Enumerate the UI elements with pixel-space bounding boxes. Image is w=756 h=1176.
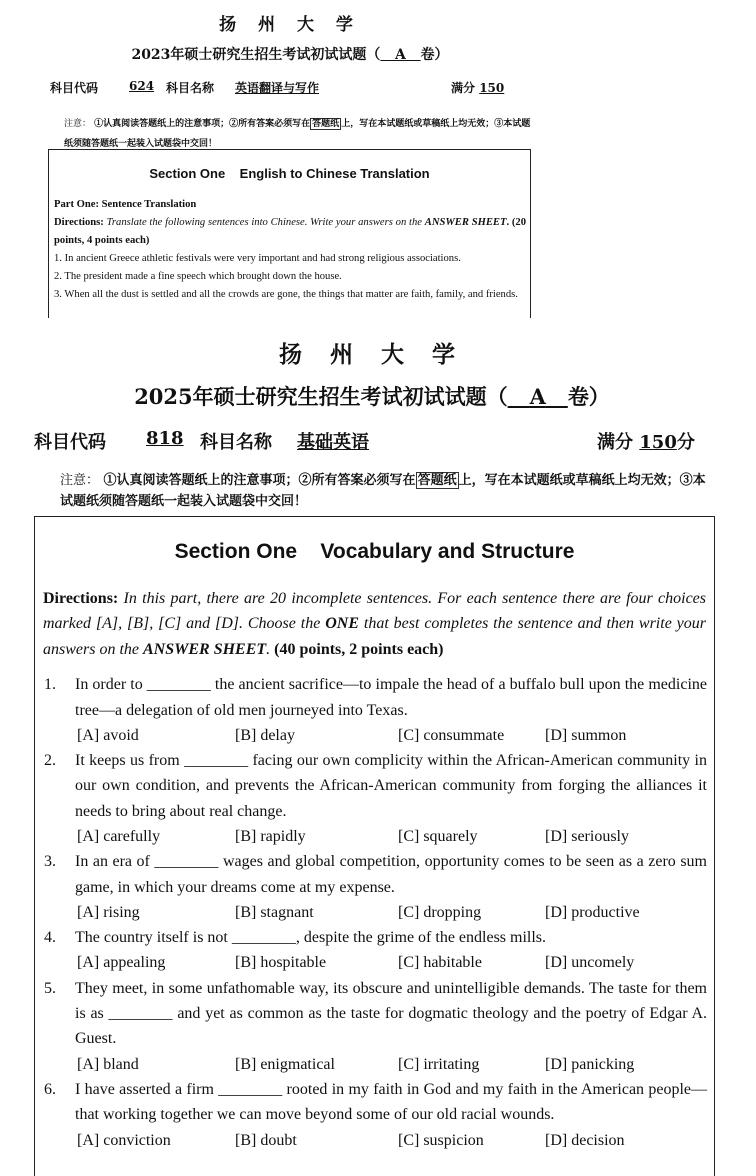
question-text: In an era of ________ wages and global competition, opportunity comes to be seen as a zero sum game, in which your dreams come at my expense. — [75, 853, 707, 896]
answer-options — [35, 723, 714, 748]
answer-option: [A] avoid — [77, 726, 139, 744]
question-text: It keeps us from ________ facing our own complicity within the African-American community in our own condition, and prevents the African-American community from forging the alliances it needs to bring about real change. — [75, 752, 707, 820]
directions-text: that best completes the sentence and then write your answers on the — [43, 615, 707, 658]
answer-option: [A] conviction — [77, 1131, 171, 1149]
answer-option: [B] enigmatical — [235, 1055, 335, 1073]
full-score-unit: 分 — [676, 432, 695, 453]
notice-label: 注意： — [64, 119, 92, 129]
full-score-label: 满分 — [597, 432, 633, 453]
subject-code-label: 科目代码 — [50, 81, 99, 95]
answer-option: [D] seriously — [545, 828, 629, 845]
answer-options — [35, 1128, 714, 1153]
paper-version — [380, 47, 420, 63]
notice — [64, 114, 534, 154]
question-number: 3. — [44, 853, 56, 871]
full-score-value: 150 — [639, 432, 677, 453]
exam-title — [0, 44, 580, 64]
paper-version-letter: A — [395, 47, 406, 63]
answer-option: [B] delay — [235, 726, 295, 744]
notice — [60, 470, 710, 512]
answer-option: [C] consummate — [398, 726, 505, 744]
answer-option: [B] rapidly — [235, 828, 306, 845]
question-list — [35, 672, 714, 1153]
question — [35, 1077, 714, 1128]
answer-options — [35, 950, 714, 975]
question — [35, 976, 714, 1052]
answer-option: [C] suspicion — [398, 1131, 484, 1149]
answer-option: [D] decision — [545, 1131, 625, 1149]
paper-suffix: 卷） — [567, 384, 610, 409]
question-number: 1. — [44, 676, 56, 694]
answer-option: [C] habitable — [398, 954, 482, 972]
answer-option: [A] carefully — [77, 828, 161, 845]
full-score — [451, 79, 504, 96]
university-name: 扬 州 大 学 — [278, 341, 466, 368]
subject-code: 818 — [146, 428, 184, 449]
exam-title-text: 年硕士研究生招生考试初试试题（ — [192, 384, 508, 409]
answer-option: [D] panicking — [545, 1055, 635, 1073]
question — [35, 672, 714, 723]
paper-version-letter: A — [529, 384, 546, 409]
directions-points: (40 points, 2 points each) — [270, 640, 444, 658]
directions-label: Directions: — [54, 217, 104, 228]
question-number: 2. — [44, 752, 56, 770]
part-title: Part One: Sentence Translation — [54, 199, 197, 210]
question-box — [34, 516, 715, 1176]
question-number: 5. — [44, 979, 56, 997]
subject-code: 624 — [129, 79, 155, 93]
sentence: 3. When all the dust is settled and all the crowds are gone, the things that matter are faith, family, and friends. — [54, 289, 518, 300]
question — [35, 849, 714, 900]
section-heading: Section One English to Chinese Translation — [149, 166, 430, 181]
question-text: They meet, in some unfathomable way, its obscure and unintelligible demands. The taste for them is as ________ and yet as common as the taste for dogmatic theology and the poetry of Edgar A. Guest. — [75, 979, 707, 1048]
subject-name-label: 科目名称 — [200, 432, 272, 453]
directions-text: Translate the following sentences into Chinese. Write your answers on the — [103, 217, 425, 228]
notice-boxed: 答题纸 — [417, 473, 457, 488]
exam-year: 2025 — [134, 384, 193, 409]
full-score-value: 150 — [479, 81, 505, 95]
university-name: 扬 州 大 学 — [219, 15, 361, 35]
answer-option: [B] doubt — [235, 1131, 297, 1149]
subject-name-label: 科目名称 — [166, 81, 215, 95]
paper-version — [508, 384, 568, 409]
directions-emph-sheet: ANSWER SHEET — [143, 640, 267, 658]
answer-options — [35, 1052, 714, 1077]
answer-option: [C] irritating — [398, 1055, 480, 1073]
directions-emph: ANSWER SHEET — [424, 217, 507, 228]
notice-text-1: ①认真阅读答题纸上的注意事项；②所有答案必须写在 — [94, 119, 311, 129]
answer-option: [A] rising — [77, 903, 140, 921]
exam-year: 2023 — [131, 47, 171, 63]
full-score-label: 满分 — [451, 81, 476, 95]
question-box — [48, 149, 531, 329]
exam-title — [0, 381, 744, 411]
subject-code-label: 科目代码 — [34, 432, 106, 453]
question-text: The country itself is not ________, despite the grime of the endless mills. — [75, 929, 547, 947]
answer-option: [D] productive — [545, 903, 640, 921]
answer-option: [C] dropping — [398, 903, 482, 921]
answer-option: [D] uncomely — [545, 954, 635, 972]
answer-option: [B] hospitable — [235, 954, 327, 972]
directions — [49, 214, 530, 250]
subject-name: 英语翻译与写作 — [235, 81, 320, 95]
subject-name: 基础英语 — [297, 432, 369, 453]
answer-option: [A] bland — [77, 1055, 139, 1073]
notice-text-1: ①认真阅读答题纸上的注意事项；②所有答案必须写在 — [103, 473, 416, 488]
question-number: 6. — [44, 1080, 56, 1098]
paper-suffix: 卷） — [420, 47, 449, 63]
question-text: I have asserted a firm ________ rooted in my faith in God and my faith in the American people—that working together we can move beyond some of our old racial wounds. — [75, 1080, 707, 1124]
directions-text: . — [266, 640, 271, 658]
section-heading: Section One Vocabulary and Structure — [174, 540, 575, 563]
answer-option: [B] stagnant — [235, 903, 314, 921]
notice-label: 注意： — [60, 473, 100, 488]
question — [35, 748, 714, 824]
directions-points: . (20 points, 4 points each) — [54, 217, 527, 246]
answer-options — [35, 824, 714, 849]
answer-option: [A] appealing — [77, 954, 166, 972]
page-gap — [0, 318, 756, 332]
directions-label: Directions: — [43, 590, 119, 607]
sentence: 2. The president made a fine speech which brought down the house. — [54, 271, 342, 282]
notice-text-2: 上，写在本试题纸或草稿纸上均无效；③本试题纸须随答题纸一起装入试题袋中交回！ — [64, 119, 531, 149]
question — [35, 925, 714, 950]
directions — [35, 586, 714, 662]
full-score — [597, 428, 695, 454]
notice-boxed: 答题纸 — [312, 119, 340, 129]
directions-emph-one: ONE — [325, 615, 359, 633]
answer-option: [D] summon — [545, 726, 627, 744]
sentence: 1. In ancient Greece athletic festivals were very important and had strong religious associations. — [54, 253, 461, 264]
notice-text-2: 上，写在本试题纸或草稿纸上均无效；③本试题纸须随答题纸一起装入试题袋中交回！ — [60, 473, 706, 509]
answer-option: [C] squarely — [398, 828, 478, 845]
directions-text: In this part, there are 20 incomplete sentences. For each sentence there are four choices marked [A], [B], [C] and [D]. Choose the — [43, 590, 706, 633]
question-text: In order to ________ the ancient sacrifice—to impale the head of a buffalo bull upon the medicine tree—a delegation of old men journeyed into Texas. — [75, 676, 707, 719]
answer-options — [35, 900, 714, 925]
exam-title-text: 年硕士研究生招生考试初试试题（ — [170, 47, 381, 63]
question-number: 4. — [44, 929, 56, 947]
